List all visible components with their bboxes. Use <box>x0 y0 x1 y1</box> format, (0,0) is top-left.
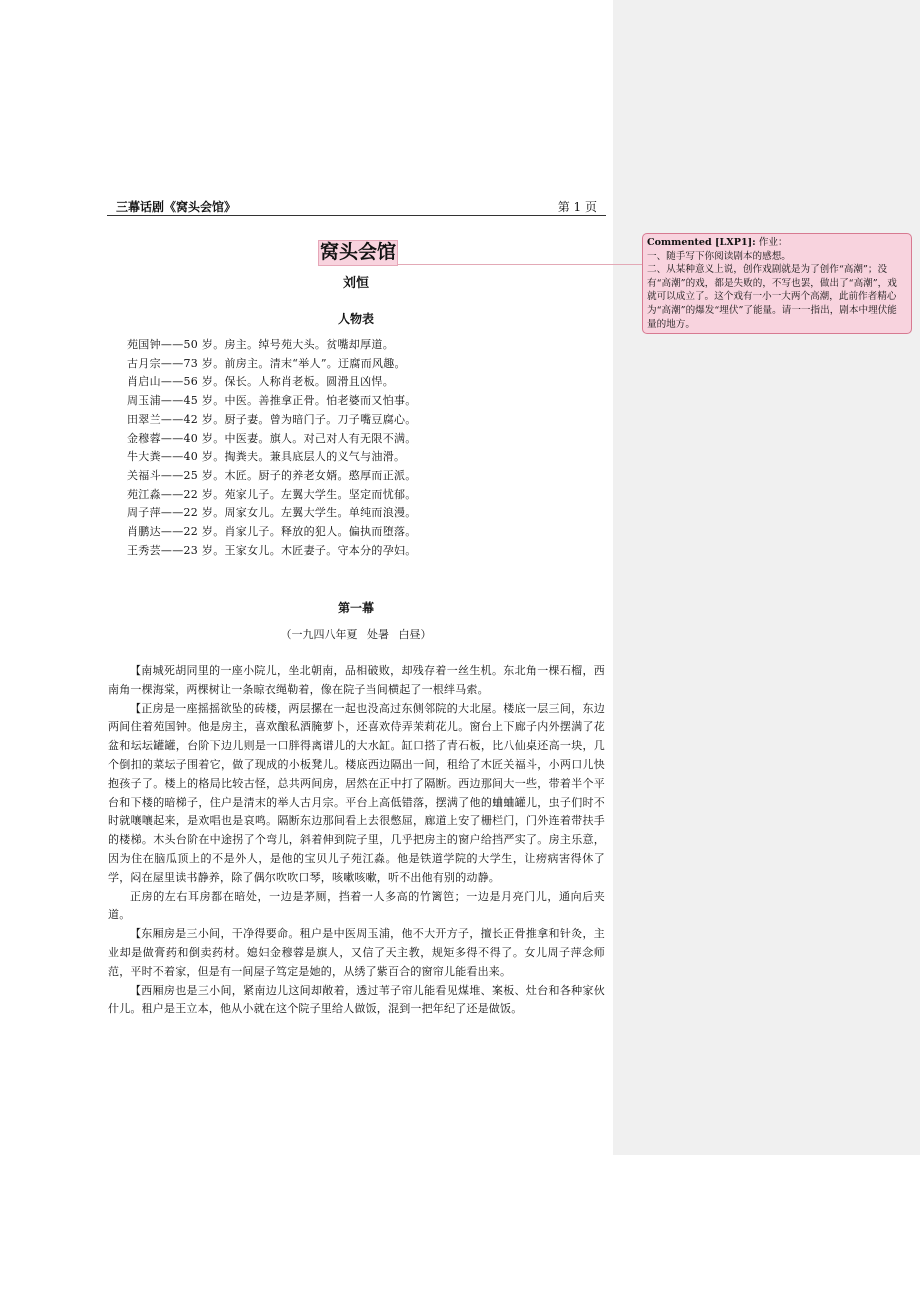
cast-member: 关福斗——25 岁。木匠。厨子的养老女婿。憨厚而正派。 <box>127 468 417 482</box>
paragraph: 【东厢房是三小间，干净得要命。租户是中医周玉浦，他不大开方子，擅长正骨推拿和针灸，主业却是做膏药和倒卖药材。媳妇金穆蓉是旗人，又信了天主教，规矩多得不得了。女儿周子萍念师范，平时不着家，但是有一间屋子笃定是她的，从绣了紫百合的窗帘儿能看出来。 <box>108 927 605 978</box>
page-header <box>108 198 605 216</box>
cast-member: 周子萍——22 岁。周家女儿。左翼大学生。单纯而浪漫。 <box>127 506 417 520</box>
paragraph: 【西厢房也是三小间，紧南边儿这间却敞着，透过苇子帘儿能看见煤堆、案板、灶台和各种家伙什儿。租户是王立本，他从小就在这个院子里给人做饭，混到一把年纪了还是做饭。 <box>108 983 605 1016</box>
cast-list <box>127 336 417 560</box>
comment-pane <box>613 0 920 1155</box>
cast-member: 周玉浦——45 岁。中医。善推拿正骨。怕老婆而又怕事。 <box>127 394 417 408</box>
comment-anchor-line <box>395 264 642 265</box>
cast-heading: 人物表 <box>337 312 374 326</box>
header-rule <box>107 215 606 216</box>
body-text <box>108 662 605 1019</box>
play-author: 刘恒 <box>342 276 369 291</box>
cast-member: 肖鹏达——22 岁。肖家儿子。释放的犯人。偏执而堕落。 <box>127 525 417 539</box>
cast-member: 田翠兰——42 岁。厨子妻。曾为暗门子。刀子嘴豆腐心。 <box>127 412 417 426</box>
paragraph: 【正房是一座摇摇欲坠的砖楼，两层摞在一起也没高过东侧邻院的大北屋。楼底一层三间，东边两间住着苑国钟。他是房主，喜欢酿私酒腌萝卜，还喜欢侍弄茉莉花儿。窗台上下廊子内外摆满了花盆和坛坛罐罐，台阶下边儿则是一口胖得离谱儿的大水缸。缸口搭了青石板，比八仙桌还高一块，几个倒扣的菜坛子围着它，做了现成的小板凳儿。楼底西边隔出一间，租给了木匠关福斗，小两口儿快抱孩子了。楼上的格局比较古怪，总共两间房，居然在正中打了隔断。西边那间大一些，带着半个平台和下楼的暗梯子，住户是清末的举人古月宗。平台上高低错落，摆满了他的蛐蛐罐儿，虫子们时不时就嚷嚷起来，是欢唱也是哀鸣。隔断东边那间看上去很憋屈，廊道上安了栅栏门，门外连着带扶手的楼梯。木头台阶在中途拐了个弯儿，斜着伸到院子里，几乎把房主的窗户给挡严实了。房主乐意，因为住在脑瓜顶上的不是外人，是他的宝贝儿子苑江淼。他是铁道学院的大学生，让痨病害得休了学，闷在屋里读书静养，除了偶尔吹吹口琴，咳嗽咳嗽，听不出他有别的动静。 <box>108 701 605 884</box>
comment-author: Commented [LXP1]: <box>647 237 756 248</box>
cast-member: 苑国钟——50 岁。房主。绰号苑大头。贫嘴却厚道。 <box>127 338 394 351</box>
comment-line: 二、从某种意义上说，创作戏剧就是为了创作“高潮”；没有“高潮”的戏，都是失败的，不写也罢，做出了“高潮”，戏就可以成立了。这个戏有一小一大两个高潮，此前作者精心为“高潮”的爆发“埋伏”了能量。请一一指出，剧本中埋伏能量的地方。 <box>647 264 897 330</box>
cast-member: 王秀芸——23 岁。王家女儿。木匠妻子。守本分的孕妇。 <box>127 543 417 557</box>
comment-lead: 作业： <box>758 237 788 248</box>
cast-member: 金穆蓉——40 岁。中医妻。旗人。对己对人有无限不满。 <box>127 431 417 445</box>
act-heading: 第一幕 <box>337 601 374 615</box>
header-page-number: 第 1 页 <box>557 200 597 214</box>
paragraph: 正房的左右耳房都在暗处，一边是茅厕，挡着一人多高的竹篱笆；一边是月亮门儿，通向后夹道。 <box>108 889 605 922</box>
cast-member: 牛大粪——40 岁。掏粪夫。兼具底层人的义气与油滑。 <box>127 450 406 464</box>
cast-member: 苑江淼——22 岁。苑家儿子。左翼大学生。坚定而忧郁。 <box>127 487 417 501</box>
act-time: （一九四八年夏 处暑 白昼） <box>280 628 432 641</box>
play-title[interactable]: 窝头会馆 <box>318 240 398 266</box>
comment-line: 一、随手写下你阅读剧本的感想。 <box>647 250 791 262</box>
comment-balloon[interactable] <box>642 233 912 334</box>
cast-member: 古月宗——73 岁。前房主。清末“举人”。迂腐而风趣。 <box>127 356 406 370</box>
cast-member: 肖启山——56 岁。保长。人称肖老板。圆滑且凶悍。 <box>127 375 394 389</box>
paragraph: 【南城死胡同里的一座小院儿，坐北朝南，品相破败，却残存着一丝生机。东北角一棵石榴，西南角一棵海棠，两棵树让一条晾衣绳勒着，像在院子当间横起了一根绊马索。 <box>108 664 605 696</box>
header-title: 三幕话剧《窝头会馆》 <box>116 200 237 214</box>
